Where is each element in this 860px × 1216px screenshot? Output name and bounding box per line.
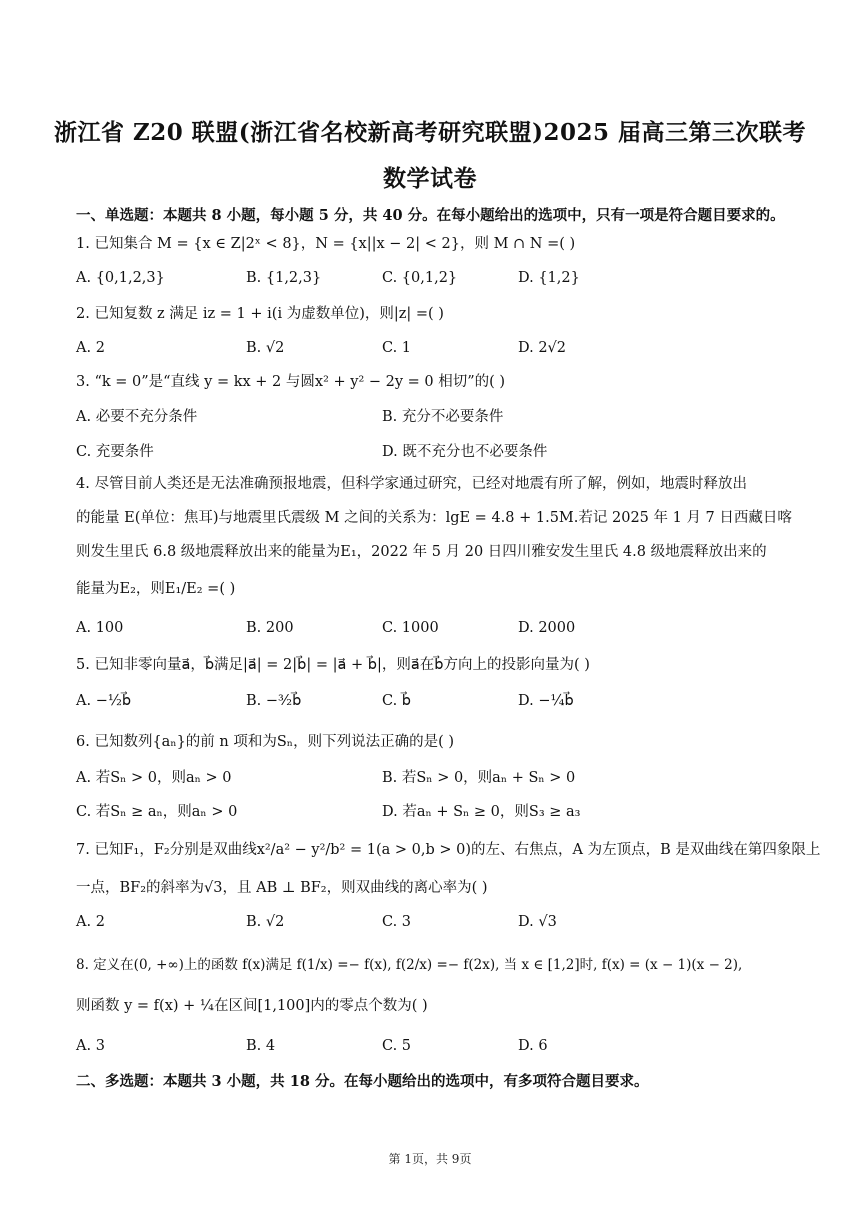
section-heading-multiple-choice: 二、多选题：本题共 3 小题，共 18 分。在每小题给出的选项中，有多项符合题目要求。	[76, 1073, 649, 1090]
question-4-option-a: A. 100	[76, 620, 124, 636]
question-6-stem: 6. 已知数列{aₙ}的前 n 项和为Sₙ，则下列说法正确的是( )	[76, 734, 454, 750]
question-1-option-d: D. {1,2}	[518, 270, 580, 286]
question-7-option-a: A. 2	[76, 914, 105, 930]
question-5-option-c: C. b⃗	[382, 693, 411, 709]
page-title-line1: 浙江省 Z20 联盟(浙江省名校新高考研究联盟)2025 届高三第三次联考	[53, 119, 807, 146]
question-5-stem: 5. 已知非零向量a⃗，b⃗满足|a⃗| = 2|b⃗| = |a⃗ + b⃗|，则a⃗在b⃗方向上的投影向量为( )	[76, 657, 590, 673]
question-4-stem-line1: 4. 尽管目前人类还是无法准确预报地震，但科学家通过研究，已经对地震有所了解，例如，地震时释放出	[76, 476, 747, 492]
question-2-option-a: A. 2	[76, 340, 105, 356]
question-2-option-b: B. √2	[246, 340, 285, 356]
question-7-stem-line1: 7. 已知F₁，F₂分别是双曲线x²/a² − y²/b² = 1(a > 0,b > 0)的左、右焦点，A 为左顶点，B 是双曲线在第四象限上	[76, 842, 821, 858]
question-7-option-c: C. 3	[382, 914, 412, 930]
question-2-option-d: D. 2√2	[518, 340, 567, 356]
question-4-stem-line2: 的能量 E(单位：焦耳)与地震里氏震级 M 之间的关系为：lgE = 4.8 + 1.5M.若记 2025 年 1 月 7 日西藏日喀	[76, 510, 792, 526]
question-2-stem: 2. 已知复数 z 满足 iz = 1 + i(i 为虚数单位)，则|z| =( )	[76, 306, 444, 322]
question-7-option-b: B. √2	[246, 914, 285, 930]
question-6-option-d: D. 若aₙ + Sₙ ≥ 0，则S₃ ≥ a₃	[382, 804, 581, 820]
question-7-option-d: D. √3	[518, 914, 557, 930]
question-3-stem: 3. “k = 0”是“直线 y = kx + 2 与圆x² + y² − 2y = 0 相切”的( )	[76, 374, 506, 390]
question-4-stem-line4: 能量为E₂，则E₁/E₂ =( )	[76, 581, 236, 597]
question-4-stem-line3: 则发生里氏 6.8 级地震释放出来的能量为E₁，2022 年 5 月 20 日四川雅安发生里氏 4.8 级地震释放出来的	[76, 544, 767, 560]
question-4-option-d: D. 2000	[518, 620, 576, 636]
question-5-option-a: A. −½b⃗	[76, 693, 132, 709]
question-2-option-c: C. 1	[382, 340, 412, 356]
question-4-option-c: C. 1000	[382, 620, 439, 636]
question-8-option-d: D. 6	[518, 1038, 548, 1054]
question-6-option-a: A. 若Sₙ > 0，则aₙ > 0	[76, 770, 232, 786]
question-8-option-b: B. 4	[246, 1038, 276, 1054]
question-7-stem-line2: 一点，BF₂的斜率为√3，且 AB ⊥ BF₂，则双曲线的离心率为( )	[76, 880, 488, 896]
question-6-option-c: C. 若Sₙ ≥ aₙ，则aₙ > 0	[76, 804, 238, 820]
question-3-option-a: A. 必要不充分条件	[76, 409, 198, 425]
question-1-option-c: C. {0,1,2}	[382, 270, 458, 286]
question-8-stem-line2: 则函数 y = f(x) + ¼在区间[1,100]内的零点个数为( )	[76, 998, 428, 1014]
page-footer: 第 1页，共 9页	[388, 1152, 472, 1166]
question-8-option-a: A. 3	[76, 1038, 105, 1054]
question-3-option-b: B. 充分不必要条件	[382, 409, 504, 425]
question-3-option-d: D. 既不充分也不必要条件	[382, 444, 548, 460]
question-5-option-d: D. −¼b⃗	[518, 693, 574, 709]
page-title-line2: 数学试卷	[383, 165, 477, 192]
question-5-option-b: B. −³⁄₂b⃗	[246, 693, 302, 709]
question-1-option-b: B. {1,2,3}	[246, 270, 322, 286]
section-heading-single-choice: 一、单选题：本题共 8 小题，每小题 5 分，共 40 分。在每小题给出的选项中，只有一项是符合题目要求的。	[76, 207, 785, 224]
question-6-option-b: B. 若Sₙ > 0，则aₙ + Sₙ > 0	[382, 770, 576, 786]
question-8-stem-line1: 8. 定义在(0, +∞)上的函数 f(x)满足 f(1/x) =− f(x), f(2/x) =− f(2x), 当 x ∈ [1,2]时, f(x) = (x − 1)(x − 2),	[76, 957, 743, 973]
question-1-stem: 1. 已知集合 M = {x ∈ Z|2ˣ < 8}，N = {x||x − 2| < 2}，则 M ∩ N =( )	[76, 236, 576, 252]
question-1-option-a: A. {0,1,2,3}	[76, 270, 165, 286]
question-3-option-c: C. 充要条件	[76, 444, 154, 460]
question-8-option-c: C. 5	[382, 1038, 412, 1054]
question-4-option-b: B. 200	[246, 620, 294, 636]
